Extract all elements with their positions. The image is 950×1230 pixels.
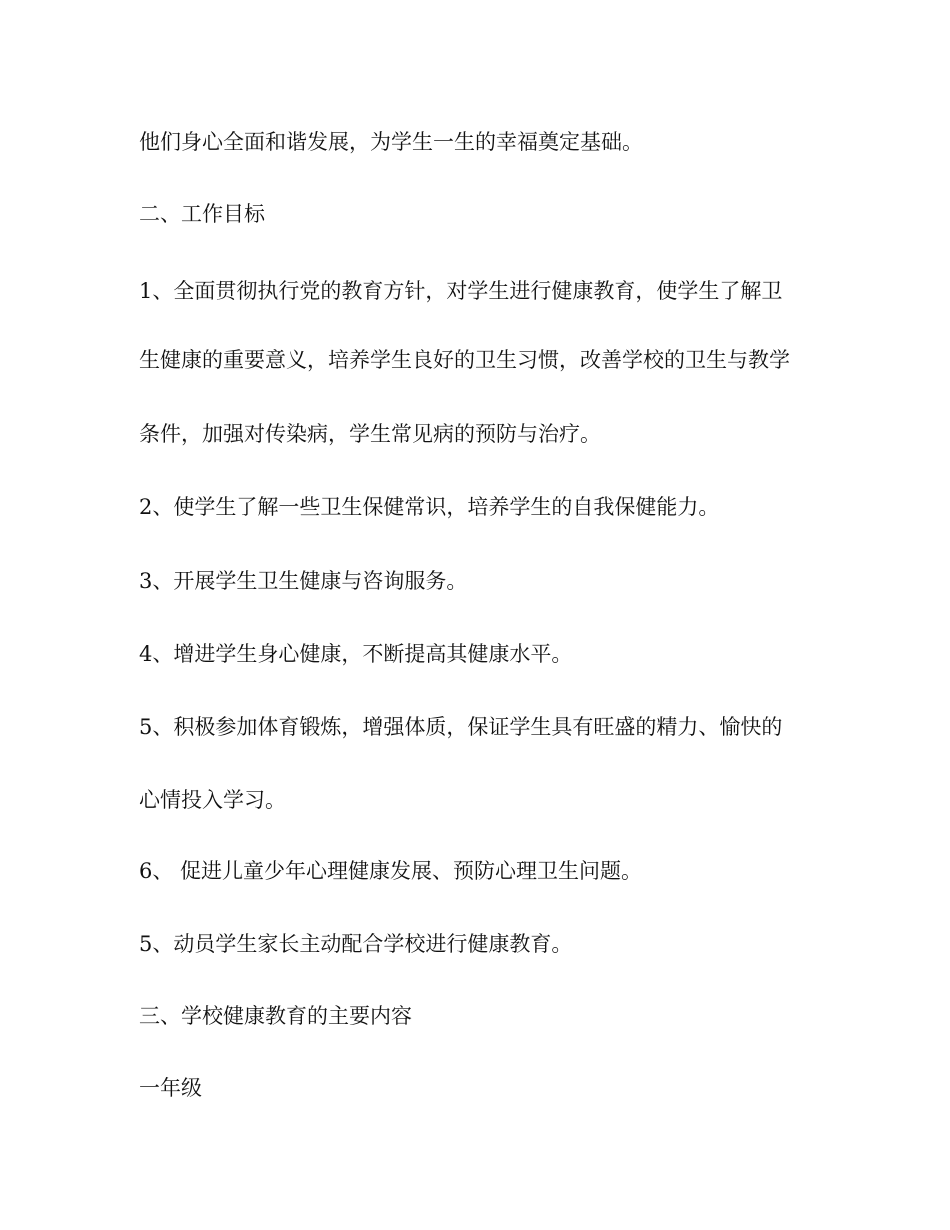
paragraph-continuation: 他们身心全面和谐发展，为学生一生的幸福奠定基础。 [139, 130, 643, 154]
subheading-grade-one: 一年级 [139, 1076, 202, 1100]
goal-item-1: 1、全面贯彻执行党的教育方针，对学生进行健康教育，使学生了解卫 [139, 279, 783, 303]
goal-item-3: 3、开展学生卫生健康与咨询服务。 [139, 569, 468, 593]
goal-item-5-continued: 心情投入学习。 [139, 788, 286, 812]
goal-item-7: 5、动员学生家长主动配合学校进行健康教育。 [139, 932, 573, 956]
goal-item-1-continued-2: 条件，加强对传染病，学生常见病的预防与治疗。 [139, 422, 601, 446]
goal-item-1-continued: 生健康的重要意义，培养学生良好的卫生习惯，改善学校的卫生与教学 [139, 348, 790, 372]
section-heading-main-content: 三、学校健康教育的主要内容 [139, 1004, 412, 1028]
goal-item-4: 4、增进学生身心健康，不断提高其健康水平。 [139, 642, 573, 666]
goal-item-5: 5、积极参加体育锻炼，增强体质，保证学生具有旺盛的精力、愉快的 [139, 715, 783, 739]
goal-item-2: 2、使学生了解一些卫生保健常识，培养学生的自我保健能力。 [139, 495, 720, 519]
section-heading-work-goals: 二、工作目标 [139, 202, 265, 226]
goal-item-6: 6、 促进儿童少年心理健康发展、预防心理卫生问题。 [139, 859, 643, 883]
